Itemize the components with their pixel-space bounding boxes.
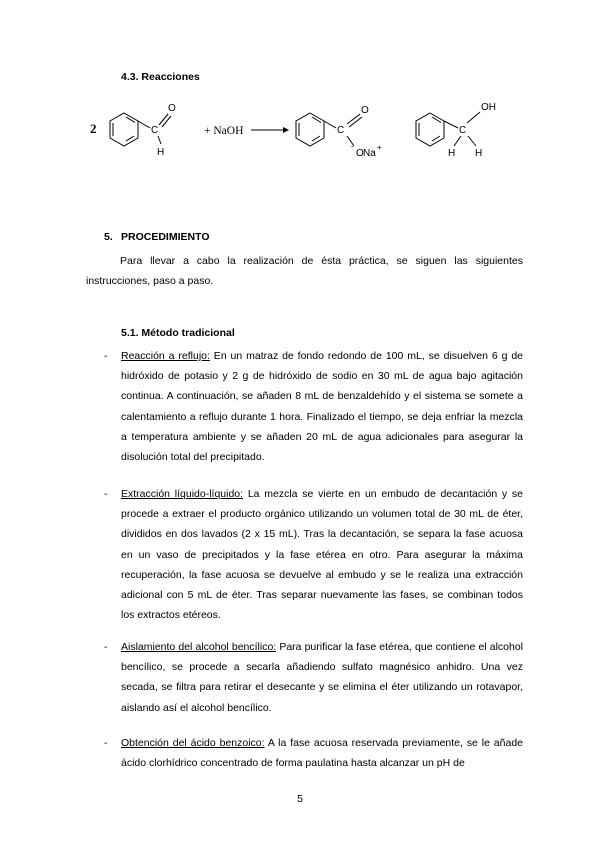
section-number-procedimiento: 5. — [104, 231, 113, 243]
benzoate-ring — [296, 113, 324, 146]
bullet-title: Reacción a reflujo: — [121, 350, 210, 362]
reaction-scheme — [86, 92, 526, 170]
benzoate-oxygen-2: O — [356, 148, 364, 159]
benzyl-alcohol-carbon: C — [459, 125, 467, 136]
alcohol-hydrogen-2: H — [475, 148, 483, 159]
benzyl-alcohol-ring — [416, 113, 444, 146]
benzaldehyde-carbon: C — [151, 125, 159, 136]
benzaldehyde-bond — [138, 121, 150, 128]
bullet-text: A la fase acuosa reservada previamente, se le añade ácido clorhídrico concentrado de forma paulatina hasta alcanzar un pH de — [121, 737, 524, 770]
bullet-text: En un matraz de fondo redondo de 100 mL, se disuelven 6 g de hidróxido de potasio y 2 g de hidróxido de sodio en 30 mL de agua bajo agitación continua. A continuación, se añaden 8 mL de benzaldehído y el sistema se somete a calentamiento a reflujo durante 1 hora. Finalizado el tiempo, se deja enfriar la mezcla a temperatura ambiente y se añaden 20 mL de agua adicionales para asegurar la disolución total del precipitado. — [121, 350, 523, 464]
naoh-reagent: + NaOH — [204, 125, 244, 137]
section-title-metodo: 5.1. Método tradicional — [121, 327, 235, 339]
benzoate-bond — [324, 121, 336, 128]
bullet-obtencion-acido — [121, 733, 523, 773]
bullet-title: Aislamiento del alcohol bencílico: — [121, 641, 277, 653]
bullet-text: La mezcla se vierte en un embudo de decantación y se procede a extraer el producto orgánico utilizando un volumen total de 30 mL de éter, divididos en dos lavados (2 x 15 mL). Tras la decantación, se separa la fase acuosa en un vaso de precipitados y la fase etérea en otro. Para asegurar la máxima recuperación, la fase acuosa se devuelve al embudo y se le realiza una extracción adicional con 5 mL de éter. Tras separar nuevamente las fases, se combinan todos los extractos etéreos. — [121, 488, 524, 622]
benzyl-alcohol-bond — [444, 121, 458, 128]
aldehyde-hydrogen: H — [157, 147, 165, 158]
bullet-reaccion-reflujo — [121, 346, 523, 467]
page-number: 5 — [297, 793, 303, 805]
section-title-procedimiento: PROCEDIMIENTO — [121, 231, 210, 243]
section-title-reacciones: 4.3. Reacciones — [121, 71, 200, 83]
aldehyde-co-bond-1 — [159, 114, 168, 125]
aldehyde-co-bond-2 — [162, 116, 171, 127]
bullet-extraccion — [121, 484, 523, 625]
procedimiento-intro: Para llevar a cabo la realización de ésta práctica, se siguen las siguientes instrucciones, paso a paso. — [86, 255, 523, 288]
alcohol-hydrogen-1: H — [448, 148, 456, 159]
benzaldehyde-ring — [110, 113, 138, 146]
benzoate-co-bond-1 — [347, 114, 360, 124]
aldehyde-oxygen: O — [168, 103, 176, 114]
benzoate-oxygen: O — [361, 105, 369, 116]
benzoate-co-bond-2 — [349, 117, 362, 127]
sodium-cation: Na — [363, 148, 376, 159]
bullet-dash: - — [104, 350, 108, 362]
alcohol-co-bond — [467, 112, 480, 123]
benzoate-oxygen-minus: - — [351, 142, 354, 151]
bullet-text: Para purificar la fase etérea, que contiene el alcohol bencílico, se procede a secarla añadiendo sulfato magnésico anhidro. Una vez secada, se filtra para retirar el desecante y se elimina el éter utilizando un rotavapor, aislando así el alcohol bencílico. — [121, 641, 523, 714]
hydroxyl-group: OH — [481, 102, 496, 113]
reaction-arrow — [251, 127, 289, 133]
aldehyde-ch-bond — [158, 136, 161, 144]
sodium-charge: + — [377, 143, 382, 152]
benzoate-carbon: C — [337, 125, 345, 136]
alcohol-ch-bond-2 — [468, 136, 476, 146]
reaction-coefficient: 2 — [90, 121, 97, 136]
bullet-dash: - — [104, 641, 108, 653]
bullet-aislamiento — [121, 637, 523, 718]
bullet-title: Extracción líquido-líquido: — [121, 488, 244, 500]
bullet-dash: - — [104, 737, 108, 749]
bullet-dash: - — [104, 488, 108, 500]
alcohol-ch-bond-1 — [454, 136, 461, 146]
bullet-title: Obtención del ácido benzoico: — [121, 737, 265, 749]
